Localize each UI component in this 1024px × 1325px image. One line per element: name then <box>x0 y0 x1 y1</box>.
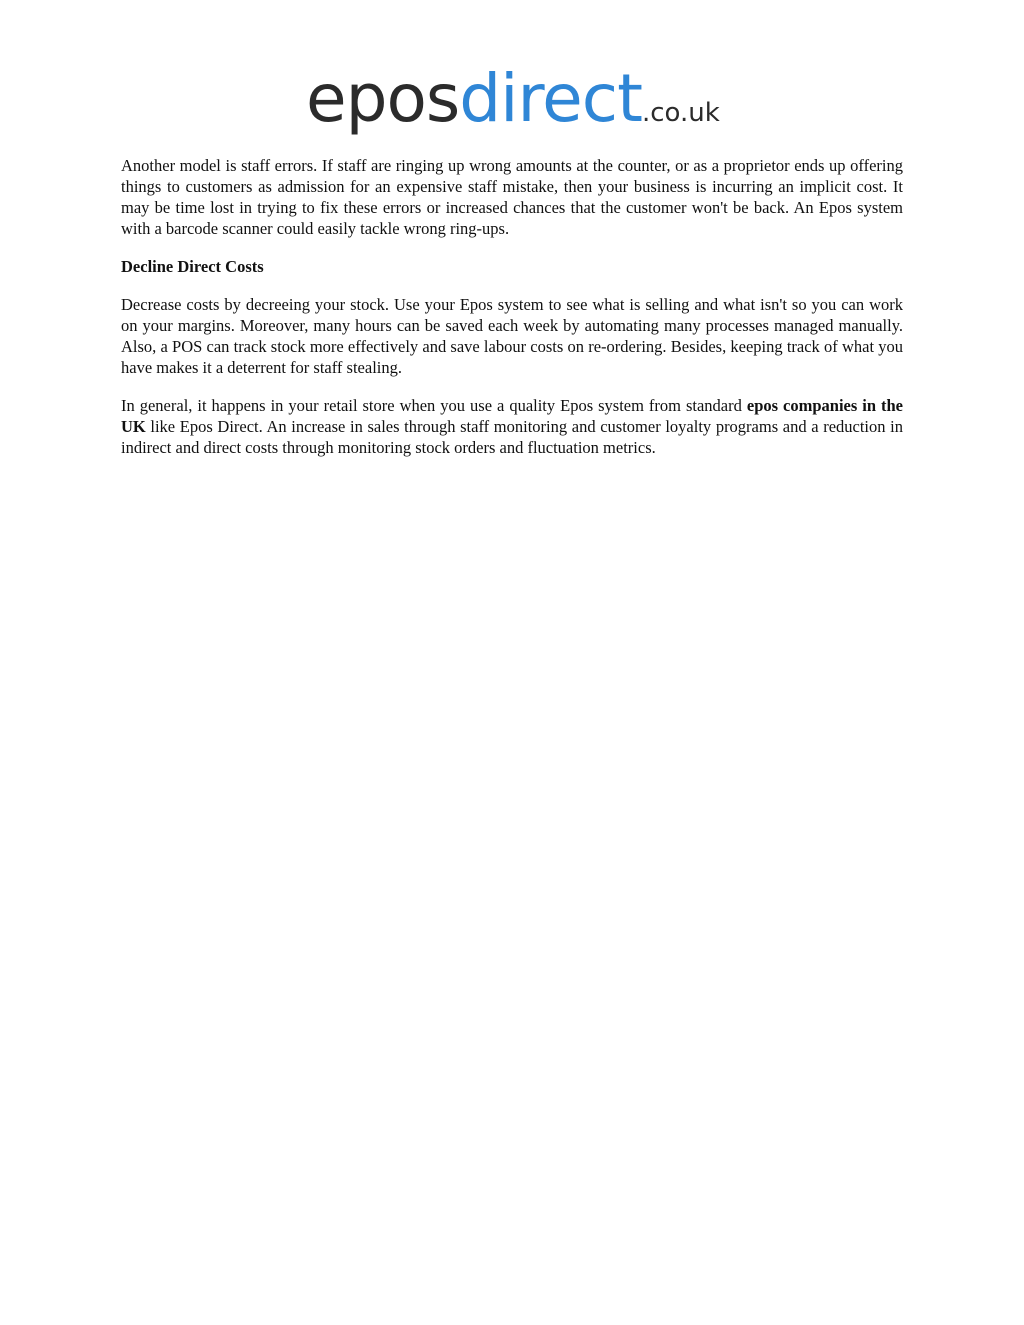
eposdirect-logo <box>306 60 726 146</box>
logo-text-direct: direct <box>459 60 642 137</box>
epos-companies-link-text: epos companies in the UK <box>121 396 904 436</box>
section-heading: Decline Direct Costs <box>121 257 264 276</box>
paragraph-staff-errors: Another model is staff errors. If staff are ringing up wrong amounts at the counter, or as a proprietor ends up offering things to customers as admission for an expensive staff mistake, then your business is incurring an implicit cost. It may be time lost in trying to fix these errors or increased chances that the customer won't be back. An Epos system with a barcode scanner could easily tackle wrong ring-ups. <box>121 156 903 238</box>
paragraph-decline-costs: Decrease costs by decreeing your stock. Use your Epos system to see what is selling and what isn't so you can work on your margins. Moreover, many hours can be saved each week by automating many processes managed manually. Also, a POS can track stock more effectively and save labour costs on re-ordering. Besides, keeping track of what you have makes it a deterrent for staff stealing. <box>121 295 903 377</box>
paragraph-conclusion <box>121 395 903 458</box>
document-body <box>121 155 903 475</box>
conclusion-text-end: like Epos Direct. An increase in sales through staff monitoring and customer loyalty programs and a reduction in indirect and direct costs through monitoring stock orders and fluctuation metrics. <box>121 417 903 457</box>
logo-text-epos: epos <box>306 60 460 137</box>
logo-text-domain: .co.uk <box>641 98 720 128</box>
conclusion-text-start: In general, it happens in your retail store when you use a quality Epos system from standard <box>121 396 747 415</box>
